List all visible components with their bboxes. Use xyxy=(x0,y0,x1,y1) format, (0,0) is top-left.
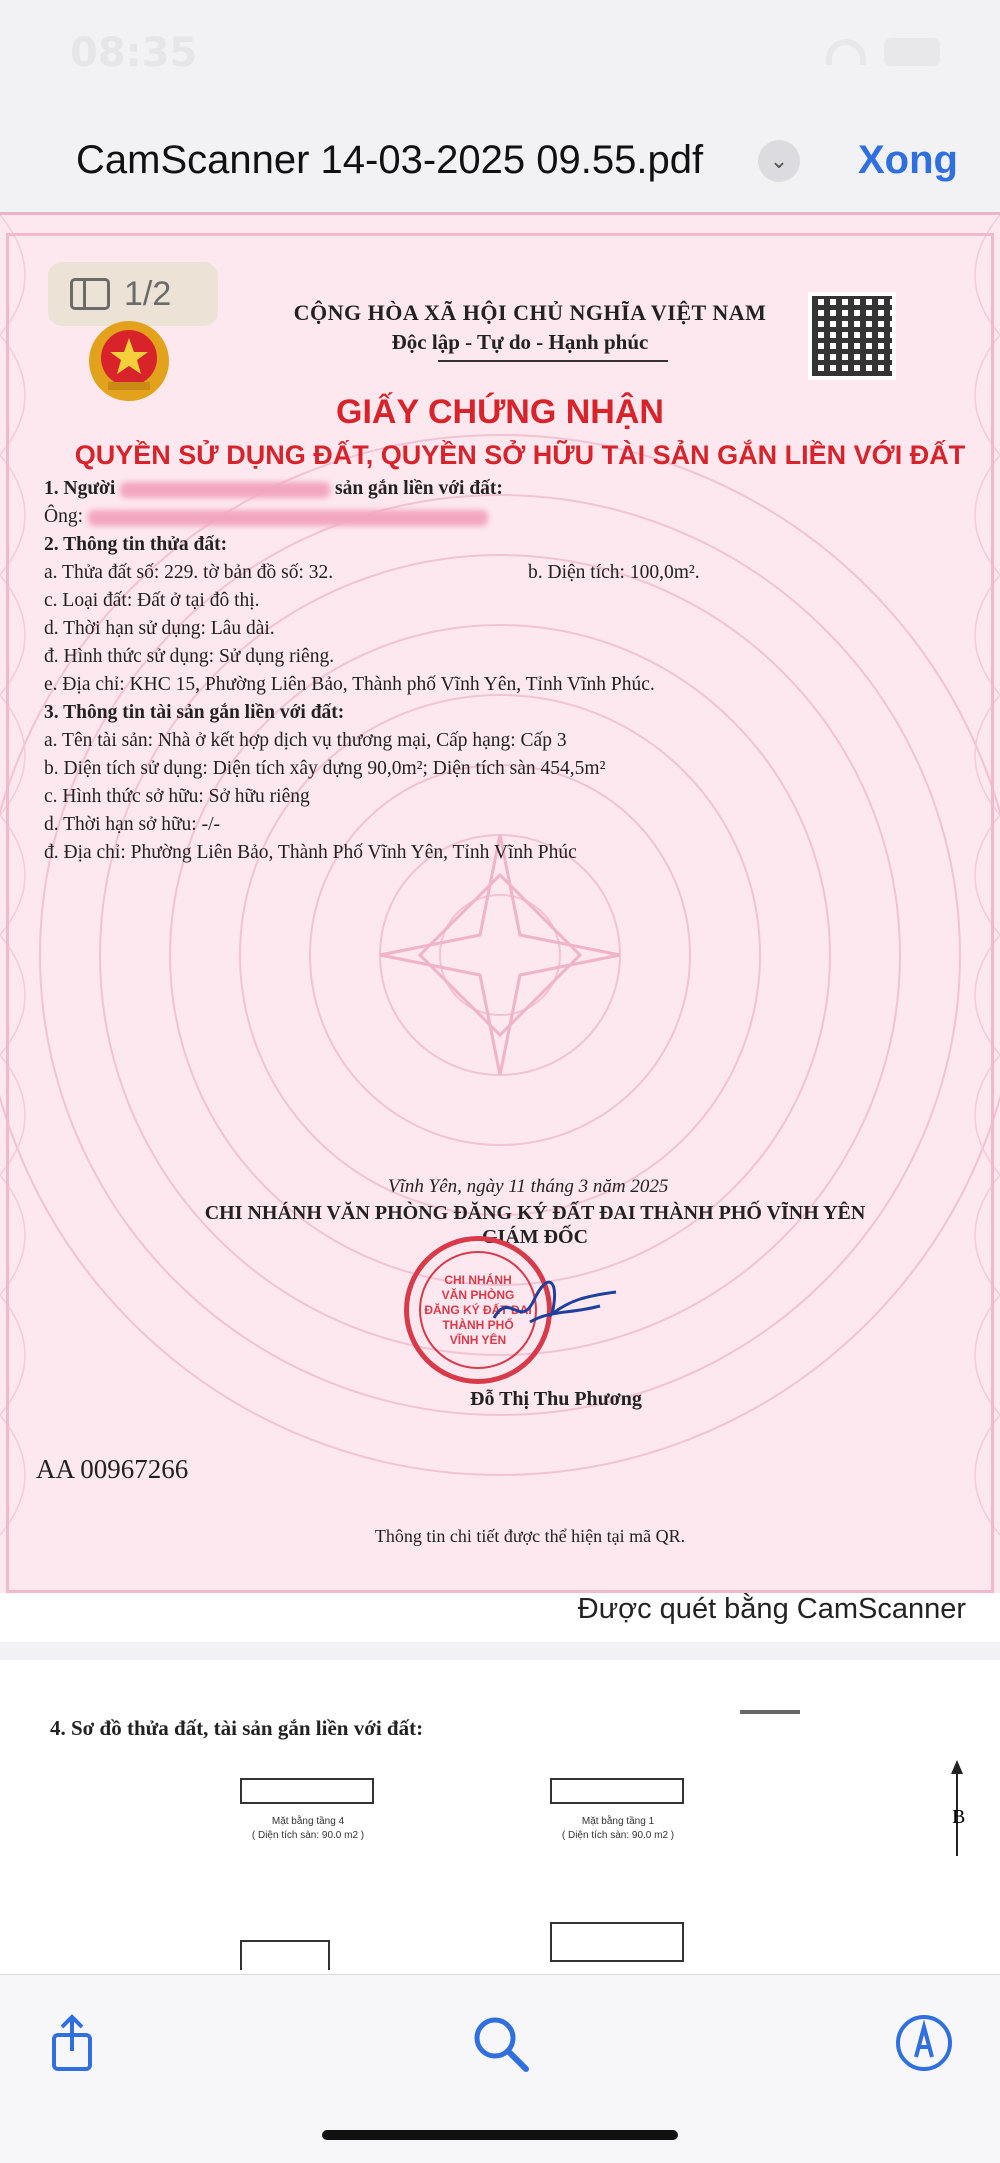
redacted-owner xyxy=(88,510,488,526)
ownership-term-line: d. Thời hạn sở hữu: -/- xyxy=(44,814,220,835)
asset-address-line: đ. Địa chỉ: Phường Liên Bảo, Thành Phố Vĩnh Yên, Tỉnh Vĩnh Phúc xyxy=(44,842,577,863)
scan-mark xyxy=(740,1710,800,1714)
motto-underline xyxy=(438,360,668,362)
floor-1-area: ( Diện tích sàn: 90.0 m2 ) xyxy=(561,1830,675,1841)
signature xyxy=(490,1270,620,1340)
chevron-down-icon: ⌄ xyxy=(769,148,789,173)
signing-date: Vĩnh Yên, ngày 11 tháng 3 năm 2025 xyxy=(388,1176,669,1197)
ownership-line: c. Hình thức sở hữu: Sở hữu riêng xyxy=(44,786,310,807)
diagram-heading: 4. Sơ đồ thửa đất, tài sản gắn liền với đất: xyxy=(50,1716,424,1740)
national-title: CỘNG HÒA XÃ HỘI CHỦ NGHĨA VIỆT NAM xyxy=(293,300,767,325)
scan-caption: Được quét bằng CamScanner xyxy=(577,1593,966,1625)
signer-role: GIÁM ĐỐC xyxy=(481,1226,589,1248)
floor-4-label: Mặt bằng tầng 4 xyxy=(271,1816,345,1827)
share-icon[interactable] xyxy=(40,2011,104,2075)
area-line: b. Diện tích: 100,0m². xyxy=(528,562,700,583)
signer-name: Đỗ Thị Thu Phương xyxy=(470,1388,642,1410)
floor-plan-4 xyxy=(240,1778,374,1804)
section-1-heading: 1. Người sản gắn liền với đất: xyxy=(44,478,503,499)
wifi-icon xyxy=(826,39,866,65)
owner-line: Ông: xyxy=(44,506,488,528)
section-2-heading: 2. Thông tin thửa đất: xyxy=(44,534,228,555)
usage-form-line: đ. Hình thức sử dụng: Sử dụng riêng. xyxy=(44,646,335,667)
certificate-subtitle: QUYỀN SỬ DỤNG ĐẤT, QUYỀN SỞ HỮU TÀI SẢN GẮN LIỀN VỚI ĐẤT xyxy=(74,440,966,470)
land-type-line: c. Loại đất: Đất ở tại đô thị. xyxy=(44,590,260,611)
address-line: e. Địa chỉ: KHC 15, Phường Liên Bảo, Thành phố Vĩnh Yên, Tỉnh Vĩnh Phúc. xyxy=(44,674,655,695)
certificate-title: GIẤY CHỨNG NHẬN xyxy=(336,393,664,431)
markup-icon[interactable] xyxy=(892,2011,956,2075)
viewer-header xyxy=(0,110,1000,210)
document-title[interactable]: CamScanner 14-03-2025 09.55.pdf xyxy=(76,138,704,182)
north-label: B xyxy=(952,1806,966,1828)
parcel-line: a. Thửa đất số: 229. tờ bản đồ số: 32. xyxy=(44,562,334,583)
pdf-page-2[interactable] xyxy=(0,1660,1000,1974)
official-stamp: CHI NHÁNH VĂN PHÒNG ĐĂNG KÝ ĐẤT ĐAI THÀNH PHỐ VĨNH YÊN xyxy=(404,1236,552,1384)
floor-plan-2 xyxy=(550,1922,684,1962)
status-icons xyxy=(826,38,940,66)
floor-plan-3 xyxy=(240,1940,330,1970)
status-time: 08:35 xyxy=(70,30,198,76)
home-indicator xyxy=(322,2130,678,2140)
term-line: d. Thời hạn sử dụng: Lâu dài. xyxy=(44,618,275,639)
floor-1-label: Mặt bằng tầng 1 xyxy=(581,1816,655,1827)
battery-icon xyxy=(884,38,940,66)
asset-name-line: a. Tên tài sản: Nhà ở kết hợp dịch vụ thương mại, Cấp hạng: Cấp 3 xyxy=(44,730,567,751)
status-bar xyxy=(0,0,1000,110)
issuing-office: CHI NHÁNH VĂN PHÒNG ĐĂNG KÝ ĐẤT ĐAI THÀNH PHỐ VĨNH YÊN xyxy=(204,1202,866,1224)
done-button[interactable]: Xong xyxy=(858,138,958,182)
national-motto: Độc lập - Tự do - Hạnh phúc xyxy=(391,330,649,354)
qr-note: Thông tin chi tiết được thể hiện tại mã QR. xyxy=(374,1526,686,1546)
floor-4-area: ( Diện tích sàn: 90.0 m2 ) xyxy=(251,1830,365,1841)
search-icon[interactable] xyxy=(468,2011,532,2075)
section-3-heading: 3. Thông tin tài sản gắn liền với đất: xyxy=(44,702,345,723)
redacted-text xyxy=(120,482,330,498)
asset-area-line: b. Diện tích sử dụng: Diện tích xây dựng 90,0m²; Diện tích sàn 454,5m² xyxy=(44,758,606,779)
floor-plan-1 xyxy=(550,1778,684,1804)
page-count: 1/2 xyxy=(124,274,172,313)
certificate-serial: AA 00967266 xyxy=(36,1454,189,1484)
title-menu-button[interactable] xyxy=(758,140,800,182)
